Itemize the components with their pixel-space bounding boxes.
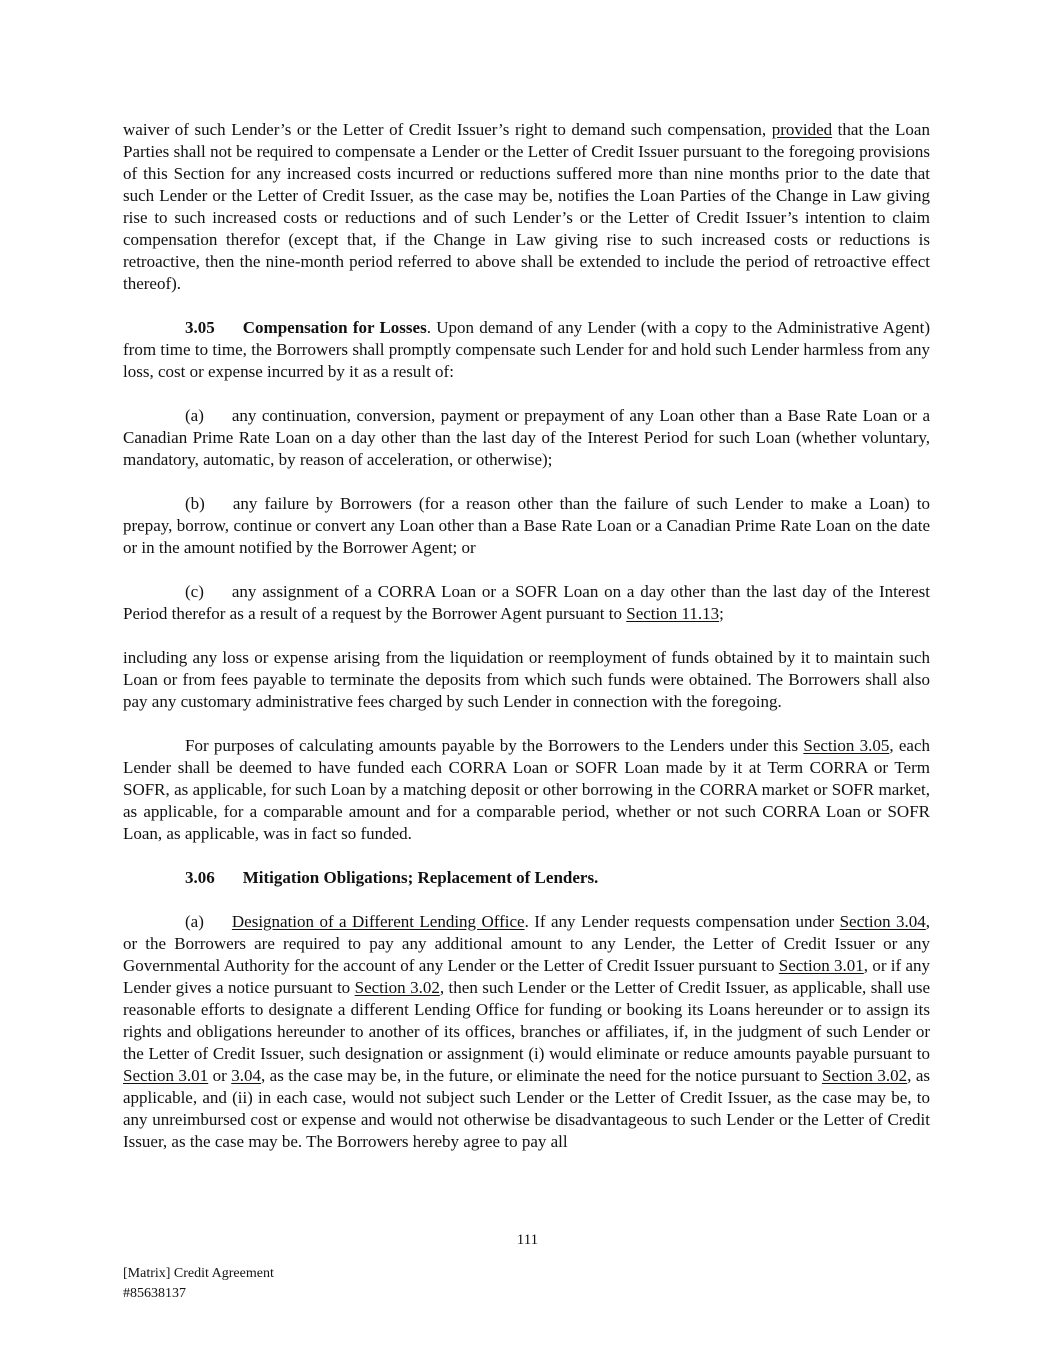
text-run: Section 3.05 (803, 736, 890, 755)
text-run: For purposes of calculating amounts payable by the Borrowers to the Lenders under this (185, 736, 804, 755)
para-3-05-closing (123, 647, 930, 713)
para-3-05-compensation-for-losses (123, 317, 930, 383)
text-run: Section 3.01 (778, 956, 864, 975)
text-run: any continuation, conversion, payment or prepayment of any Loan other than a Base Rate Loan or a Canadian Prime Rate Loan on a day other than the last day of the Interest Period for such Loan (whether voluntary, mandatory, automatic, by reason of acceleration, or otherwise); (123, 406, 930, 469)
text-run: or (208, 1066, 232, 1085)
text-run: Compensation for Losses (242, 318, 427, 337)
text-run: including any loss or expense arising from the liquidation or reemployment of funds obtained by it to maintain such Loan or from fees payable to terminate the deposits from which such funds were obtained. The Borrowers shall also pay any customary administrative fees charged by such Lender in connection with the foregoing. (123, 648, 930, 711)
text-run: Section 3.02 (821, 1066, 908, 1085)
para-3-05-item-b (123, 493, 930, 559)
text-run: (a) (185, 406, 204, 425)
para-3-05-item-c (123, 581, 930, 625)
text-run: Section 3.02 (354, 978, 440, 997)
text-run: provided (771, 120, 833, 139)
text-run: (a) (185, 912, 204, 931)
para-3-05-item-a (123, 405, 930, 471)
text-run: ; (719, 604, 724, 623)
text-run: . If any Lender requests compensation under (524, 912, 840, 931)
text-run: , as the case may be, in the future, or eliminate the need for the notice pursuant to (260, 1066, 822, 1085)
text-run: , or if any Lender gives a notice pursuant to (123, 956, 930, 997)
text-run: 3.05 (185, 318, 215, 337)
text-run: Mitigation Obligations; Replacement of Lenders. (242, 868, 599, 887)
text-run: , each Lender shall be deemed to have funded each CORRA Loan or SOFR Loan made by it at Term CORRA or Term SOFR, as applicable, for such Loan by a matching deposit or other borrowing in the CORRA market or SOFR market, as applicable, for a comparable amount and for a comparable period, whether or not such CORRA Loan or SOFR Loan, as applicable, was in fact so funded. (123, 736, 930, 843)
text-run: waiver of such Lender’s or the Letter of Credit Issuer’s right to demand such compensation, (123, 120, 772, 139)
document-footer (123, 1264, 274, 1304)
text-run: , as applicable, and (ii) in each case, would not subject such Lender or the Letter of Credit Issuer, as the case may be, to any unreimbursed cost or expense and would not otherwise be disadvantageous to such Lender or the Letter of Credit Issuer, as the case may be. The Borrowers hereby agree to pay all (123, 1066, 930, 1151)
page-number: 111 (516, 1232, 539, 1248)
heading-3-06-mitigation-obligations (123, 867, 930, 889)
text-run: Section 11.13 (626, 604, 720, 623)
text-run: (b) (185, 494, 205, 513)
document-body (123, 119, 930, 1175)
text-run: Section 3.01 (123, 1066, 209, 1085)
text-run: Section 3.04 (839, 912, 926, 931)
text-run: . Upon demand of any Lender (with a copy to the Administrative Agent) from time to time, the Borrowers shall promptly compensate such Lender for and hold such Lender harmless from any loss, cost or expense incurred by it as a result of: (123, 318, 930, 381)
para-3-06-item-a (123, 911, 930, 1153)
text-run: , then such Lender or the Letter of Credit Issuer, as applicable, shall use reasonable efforts to designate a different Lending Office for funding or booking its Loans hereunder or to assign its rights and obligations hereunder to another of its offices, branches or affiliates, if, in the judgment of such Lender or the Letter of Credit Issuer, such designation or assignment (i) would eliminate or reduce amounts payable pursuant to (123, 978, 930, 1063)
text-run: that the Loan Parties shall not be required to compensate a Lender or the Letter of Credit Issuer pursuant to the foregoing provisions of this Section for any increased costs incurred or reductions suffered more than nine months prior to the date that such Lender or the Letter of Credit Issuer, as the case may be, notifies the Loan Parties of the Change in Law giving rise to such increased costs or reductions and of such Lender’s or the Letter of Credit Issuer’s intention to claim compensation therefor (except that, if the Change in Law giving rise to such increased costs or reductions is retroactive, then the nine-month period referred to above shall be extended to include the period of retroactive effect thereof). (123, 120, 930, 293)
text-run: 3.04 (231, 1066, 261, 1085)
text-run: (c) (185, 582, 204, 601)
text-run: 3.06 (185, 868, 215, 887)
text-run: any failure by Borrowers (for a reason other than the failure of such Lender to make a Loan) to prepay, borrow, continue or convert any Loan other than a Base Rate Loan or a Canadian Prime Rate Loan on the date or in the amount notified by the Borrower Agent; or (123, 494, 930, 557)
para-3-05-funding-presumption (123, 735, 930, 845)
footer-doc-title: [Matrix] Credit Agreement (123, 1266, 274, 1281)
text-run: , or the Borrowers are required to pay any additional amount to any Lender, the Letter of Credit Issuer or any Governmental Authority for the account of any Lender or the Letter of Credit Issuer pursuant to (123, 912, 931, 975)
footer-doc-number: #85638137 (123, 1286, 186, 1301)
text-run: any assignment of a CORRA Loan or a SOFR Loan on a day other than the last day of the Interest Period therefor as a result of a request by the Borrower Agent pursuant to (123, 582, 930, 623)
text-run: Designation of a Different Lending Office (231, 912, 525, 931)
para-nine-month-lookback-continuation (123, 119, 930, 295)
